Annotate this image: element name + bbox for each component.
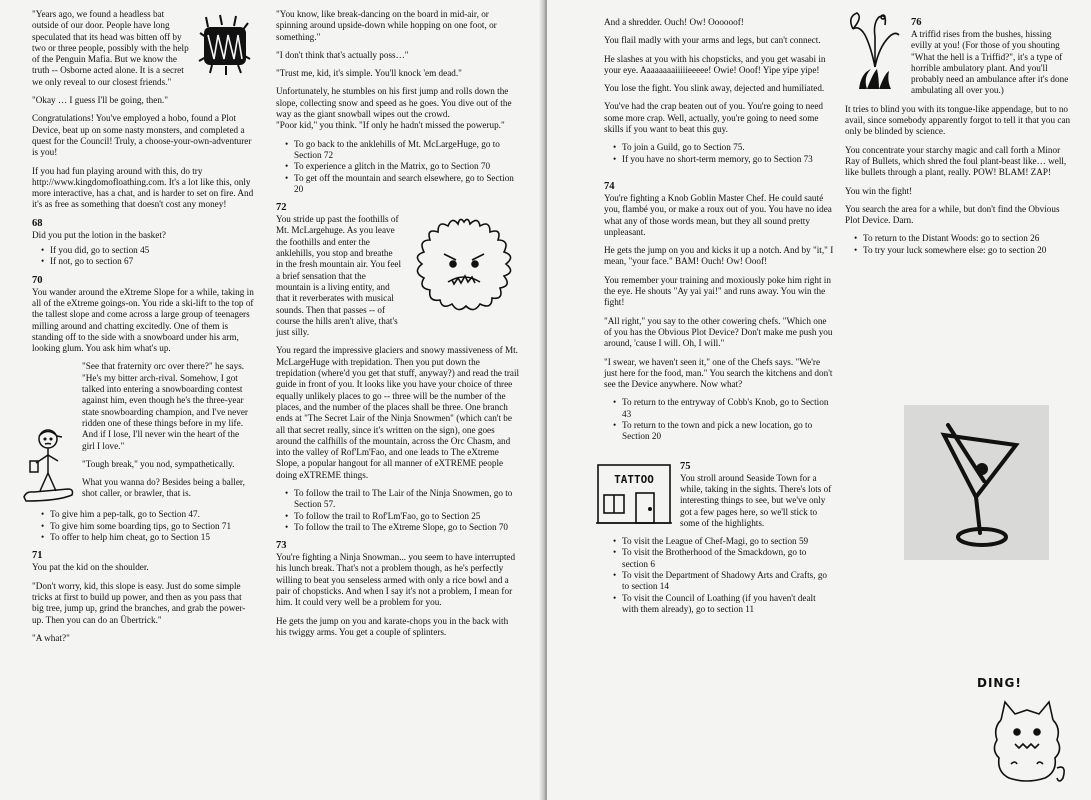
cat-icon (987, 698, 1067, 794)
left-page (0, 0, 545, 800)
choice-item[interactable]: • If not, go to section 67 (41, 256, 254, 267)
paragraph: You concentrate your starchy magic and call forth a Minor Ray of Bullets, which shred the foul plant-beast like… well, like bullets through a plant, really. POW! BLAM! ZAP! (845, 144, 1067, 178)
paragraph: "Poor kid," you think. "If only he hadn't missed the powerup." (276, 120, 505, 131)
paragraph: "Don't worry, kid, this slope is easy. Just do some simple tricks at first to build up power, and then as you pass that big tree, jump up, grind the branches, and grab the power-up. Then you can do an Übertrick." (32, 580, 246, 625)
section-heading: 76 (911, 17, 922, 28)
choice-list (32, 245, 254, 268)
section-75 (604, 461, 834, 616)
choice-item[interactable]: • To visit the Department of Shadowy Arts and Crafts, go to section 14 (613, 570, 834, 593)
choice-list (276, 488, 520, 533)
triffid-plant-icon (845, 7, 903, 91)
choice-item[interactable]: • To visit the Council of Loathing (if you haven't dealt with them already), go to section 11 (613, 593, 834, 616)
angry-mountain-face-icon (408, 214, 520, 318)
choice-item[interactable]: • To return to the town and pick a new location, go to Section 20 (613, 420, 834, 443)
martini-glass-image (904, 405, 1049, 560)
paragraph: "All right," you say to the other cowering chefs. "Which one of you has the Obvious Plot Device? Don't make me push you around, 'cause I will. Oh, I will." (604, 315, 833, 349)
paragraph: You win the fight! (845, 185, 913, 196)
choice-item[interactable]: • To experience a glitch in the Matrix, go to Section 70 (285, 161, 520, 172)
paragraph: You flail madly with your arms and legs, but can't connect. (604, 35, 821, 46)
choice-item[interactable]: • To visit the League of Chef-Magi, go to section 59 (613, 536, 834, 547)
choice-item[interactable]: • To go back to the anklehills of Mt. McLargeHuge, go to Section 72 (285, 139, 520, 162)
paragraph: A triffid rises from the bushes, hissing evilly at you! (For those of you shouting "What the hell is a Triffid?", it's a type of horrible ambulatory plant. And you'll probably need an ambulance after it's done ambulating all over you.) (911, 29, 1069, 96)
paragraph: "I don't think that's actually poss…" (276, 49, 409, 60)
column-2 (276, 9, 520, 645)
paragraph: You stroll around Seaside Town for a while, taking in the sights. There's lots of interesting things to see, but we've only got a few pages here, so we'll stick to some of the highlights. (680, 472, 832, 528)
choice-item[interactable]: • To follow the trail to The Lair of the Ninja Snowmen, go to Section 57. (285, 488, 520, 511)
choice-item[interactable]: • To offer to help him cheat, go to Section 15 (41, 532, 254, 543)
choice-list (276, 139, 520, 195)
paragraph: "I swear, we haven't seen it," one of the Chefs says. "We're just here for the food, man." You search the kitchens and don't see the Device anywhere. Now what? (604, 356, 833, 390)
ding-caption: DING! (977, 676, 1022, 690)
paragraph: Unfortunately, he stumbles on his first jump and rolls down the slope, collecting snow and speed as he goes. You dive out of the way as the giant snowball wipes out the crowd. (276, 86, 512, 120)
choice-item[interactable]: • To give him some boarding tips, go to Section 71 (41, 521, 254, 532)
ding-cat-drawing (977, 676, 1077, 794)
paragraph: You lose the fight. You slink away, dejected and humiliated. (604, 83, 825, 94)
choice-list (32, 509, 254, 543)
tattoo-sign-text: TATTOO (614, 472, 654, 486)
choice-list (604, 142, 834, 165)
paragraph: Did you put the lotion in the basket? (32, 229, 166, 240)
paragraph: "Okay … I guess I'll be going, then." (32, 95, 168, 106)
paragraph: You're fighting a Knob Goblin Master Chef. He could sauté you, flambé you, or make a roux out of you. You have no idea what any of those words mean, but they all sound pretty unpleasant. (604, 192, 832, 237)
paragraph: "Years ago, we found a headless bat outside of our door. People have long speculated that its head was bitten off by two or three people, possibly with the help of the Penguin Mafia. But we know the truth -- Osborne acted alone. It is a secret we only reveal to our closest friends." (32, 9, 189, 87)
paragraph: He gets the jump on you and karate-chops you in the back with his twiggy arms. You get a couple of splinters. (276, 615, 509, 637)
right-page (547, 0, 1091, 800)
section-heading: 72 (276, 202, 287, 214)
section-heading: 68 (32, 217, 43, 229)
tattoo-shop-icon (594, 461, 674, 527)
paragraph: If you had fun playing around with this, do try http://www.kingdomofloathing.com. It's a lot like this, only more interactive, has a chat, and is harder to set on fire. And it's as free as something that doesn't cost any money! (32, 165, 254, 210)
paragraph: You regard the impressive glaciers and snowy massiveness of Mt. McLargeHuge with trepidation. Then you put down the trepidation (where'd you get that stuff, anyway?) and read the trail guide in front of you. It looks like you have your choice of three equally unlikely places to go -- three will be the number of the places, and the number of the places shall be three. One branch ends at "The Secret Lair of the Ninja Snowmen" (which can't be all that secret really, since it's written on the sign), one goes around the calfhills of the mountain, across the Orc Chasm, and into the valley of Rof'Lm'Fao, and one leads to The eXtreme Slope, a popular hangout for all manner of eXTREME people doing eXTREME things. (276, 345, 520, 480)
paragraph: "A what?" (32, 632, 70, 643)
snowboarder-kid-icon (18, 425, 76, 509)
paragraph: You pat the kid on the shoulder. (32, 562, 149, 573)
section-heading: 74 (604, 180, 615, 192)
column-3 (604, 17, 834, 622)
paragraph: Congratulations! You've employed a hobo, found a Plot Device, beat up on some nasty monsters, and completed a quest for the Council! Truly, a choose-your-own-adventurer is you! (32, 113, 252, 158)
paragraph: What you wanna do? Besides being a baller, shot caller, or brawler, that is. (82, 477, 245, 499)
paragraph: You remember your training and moxiously poke him right in the eye. He shouts "Ay yai yai!" and runs away. You win the fight! (604, 274, 831, 308)
section-heading: 70 (32, 274, 43, 286)
choice-item[interactable]: • To try your luck somewhere else: go to section 20 (854, 245, 1071, 256)
paragraph: "You know, like break-dancing on the board in mid-air, or spinning around upside-down while hopping on one foot, or something." (276, 9, 497, 42)
section-heading: 73 (276, 540, 287, 552)
paragraph: And a shredder. Ouch! Ow! Oooooof! (604, 17, 744, 27)
paragraph: "See that fraternity orc over there?" he says. "He's my bitter arch-rival. Somehow, I got talked into entering a snowboarding contest against him, even though he's the three-year state snowboarding champion, and I've never ridden one of these things before in my life. And if I lose, I'll never win the heart of the girl I love." (82, 361, 248, 451)
choice-item[interactable]: • To give him a pep-talk, go to Section 47. (41, 509, 254, 520)
choice-item[interactable]: • To follow the trail to The eXtreme Slope, go to Section 70 (285, 522, 520, 533)
choice-list (604, 397, 834, 442)
column-4 (845, 17, 1071, 263)
paragraph: You're fighting a Ninja Snowman... you seem to have interrupted his lunch break. That's not a problem though, as he's perfectly willing to beat you senseless armed with only a rice bowl and a pair of chopsticks. And when I say it's not a problem, I mean for him. It could very well be a problem for you. (276, 552, 516, 608)
choice-item[interactable]: • If you have no short-term memory, go to Section 73 (613, 154, 834, 165)
paragraph: You stride up past the foothills of Mt. McLargehuge. As you leave the foothills and enter the anklehills, you stop and breathe in the fresh mountain air. You feel a brief sensation that the mountain is a living entity, and that it reverberates with musical sounds. Then that passes -- of course the hills aren't alive, that's just silly. (276, 214, 402, 338)
section-heading: 75 (680, 460, 691, 472)
choice-item[interactable]: • If you did, go to section 45 (41, 245, 254, 256)
paragraph: He gets the jump on you and kicks it up a notch. And by "it," I mean, "your face." BAM! Ouch! Ow! Ooof! (604, 245, 834, 267)
section-heading: 71 (32, 550, 43, 562)
headless-bat-icon (196, 13, 254, 77)
choice-item[interactable]: • To return to the Distant Woods: go to section 26 (854, 233, 1071, 244)
column-1 (32, 9, 254, 651)
paragraph: You wander around the eXtreme Slope for a while, taking in all of the eXtreme goings-on. You ride a ski-lift to the top of the tallest slope and come across a large group of teenagers milling around and chatting excitedly. One of them is standing off to the side with a snowboard under his arm, looking glum. You ask him what's up. (32, 286, 254, 354)
choice-item[interactable]: • To join a Guild, go to Section 75. (613, 142, 834, 153)
paragraph: "Tough break," you nod, sympathetically. (82, 458, 235, 469)
paragraph: It tries to blind you with its tongue-like appendage, but to no avail, since somebody apparently forgot to tell it that you can only be blinded by science. (845, 103, 1071, 137)
choice-item[interactable]: • To get off the mountain and search elsewhere, go to Section 20 (285, 173, 520, 196)
choice-list (604, 536, 834, 615)
choice-list (845, 233, 1071, 256)
paragraph: You've had the crap beaten out of you. You're going to need some more crap. Well, actually, you're going to need some skills if you want to beat this guy. (604, 101, 824, 135)
paragraph: He slashes at you with his chopsticks, and you get wasabi in your eye. Aaaaaaaaiiiiieeeee! Owie! Ooof! Yipe yipe yipe! (604, 53, 826, 75)
choice-item[interactable]: • To return to the entryway of Cobb's Knob, go to Section 43 (613, 397, 834, 420)
paragraph: "Trust me, kid, it's simple. You'll knock 'em dead." (276, 68, 462, 79)
choice-item[interactable]: • To follow the trail to Rof'Lm'Fao, go to Section 25 (285, 511, 520, 522)
choice-item[interactable]: • To visit the Brotherhood of the Smackdown, go to section 6 (613, 547, 834, 570)
paragraph: You search the area for a while, but don't find the Obvious Plot Device. Darn. (845, 203, 1060, 226)
